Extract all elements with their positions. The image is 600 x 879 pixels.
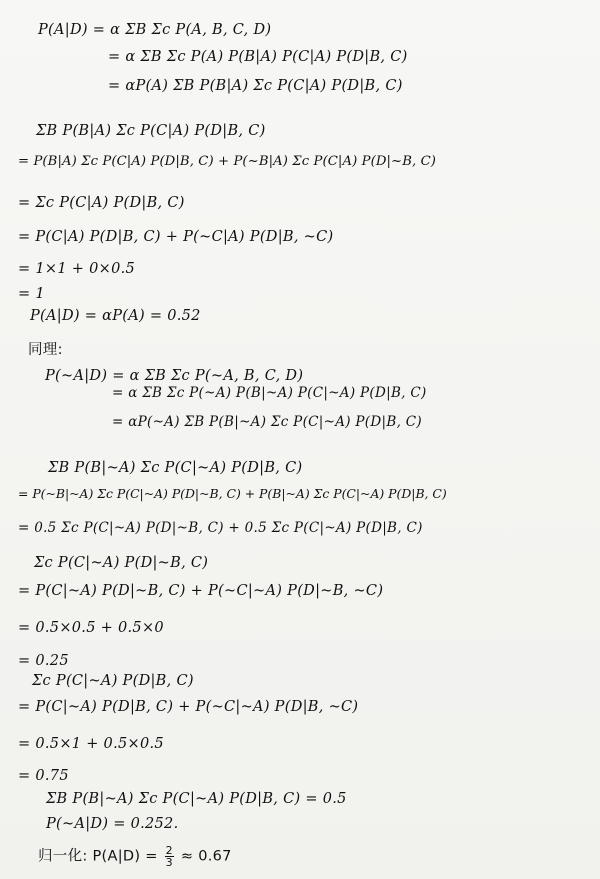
note-line-20: = 0.5×0.5 + 0.5×0 <box>18 620 164 636</box>
note-line-18: Σc P(C|~A) P(D|~B, C) <box>34 555 209 571</box>
note-line-11: 同理: <box>28 342 63 358</box>
note-line-26: ΣB P(B|~A) Σc P(C|~A) P(D|B, C) = 0.5 <box>46 791 347 807</box>
note-line-10: P(A|D) = αP(A) = 0.52 <box>30 308 201 324</box>
note-line-3: = αP(A) ΣB P(B|A) Σc P(C|A) P(D|B, C) <box>108 78 403 94</box>
note-line-12: P(~A|D) = α ΣB Σc P(~A, B, C, D) <box>45 368 304 384</box>
normalization-suffix: ≈ 0.67 <box>180 848 232 865</box>
note-line-27: P(~A|D) = 0.252. <box>46 816 179 832</box>
note-line-16: = P(~B|~A) Σc P(C|~A) P(D|~B, C) + P(B|~A) Σc P(C|~A) P(D|B, C) <box>18 486 447 501</box>
fraction-denominator: 3 <box>165 856 173 869</box>
note-line-1: P(A|D) = α ΣB Σc P(A, B, C, D) <box>38 22 272 38</box>
note-line-13: = α ΣB Σc P(~A) P(B|~A) P(C|~A) P(D|B, C) <box>112 385 427 401</box>
fraction-two-thirds <box>165 845 174 868</box>
note-line-6: = Σc P(C|A) P(D|B, C) <box>18 195 185 211</box>
note-line-8: = 1×1 + 0×0.5 <box>18 261 136 277</box>
note-line-7: = P(C|A) P(D|B, C) + P(~C|A) P(D|B, ~C) <box>18 229 334 245</box>
normalization-line <box>38 845 232 868</box>
note-line-15: ΣB P(B|~A) Σc P(C|~A) P(D|B, C) <box>48 460 303 476</box>
note-line-2: = α ΣB Σc P(A) P(B|A) P(C|A) P(D|B, C) <box>108 49 408 65</box>
fraction-numerator: 2 <box>165 844 173 857</box>
note-line-19: = P(C|~A) P(D|~B, C) + P(~C|~A) P(D|~B, ~C) <box>18 583 384 599</box>
note-line-14: = αP(~A) ΣB P(B|~A) Σc P(C|~A) P(D|B, C) <box>112 414 422 430</box>
note-line-25: = 0.75 <box>18 768 69 784</box>
note-line-22: Σc P(C|~A) P(D|B, C) <box>32 673 194 689</box>
note-line-5: = P(B|A) Σc P(C|A) P(D|B, C) + P(~B|A) Σc P(C|A) P(D|~B, C) <box>18 154 437 169</box>
note-line-17: = 0.5 Σc P(C|~A) P(D|~B, C) + 0.5 Σc P(C|~A) P(D|B, C) <box>18 520 423 536</box>
note-line-23: = P(C|~A) P(D|B, C) + P(~C|~A) P(D|B, ~C) <box>18 699 359 715</box>
normalization-prefix: 归一化: P(A|D) = <box>38 848 158 865</box>
note-line-24: = 0.5×1 + 0.5×0.5 <box>18 736 164 752</box>
note-line-9: = 1 <box>18 286 45 302</box>
note-line-4: ΣB P(B|A) Σc P(C|A) P(D|B, C) <box>36 123 266 139</box>
note-line-21: = 0.25 <box>18 653 69 669</box>
